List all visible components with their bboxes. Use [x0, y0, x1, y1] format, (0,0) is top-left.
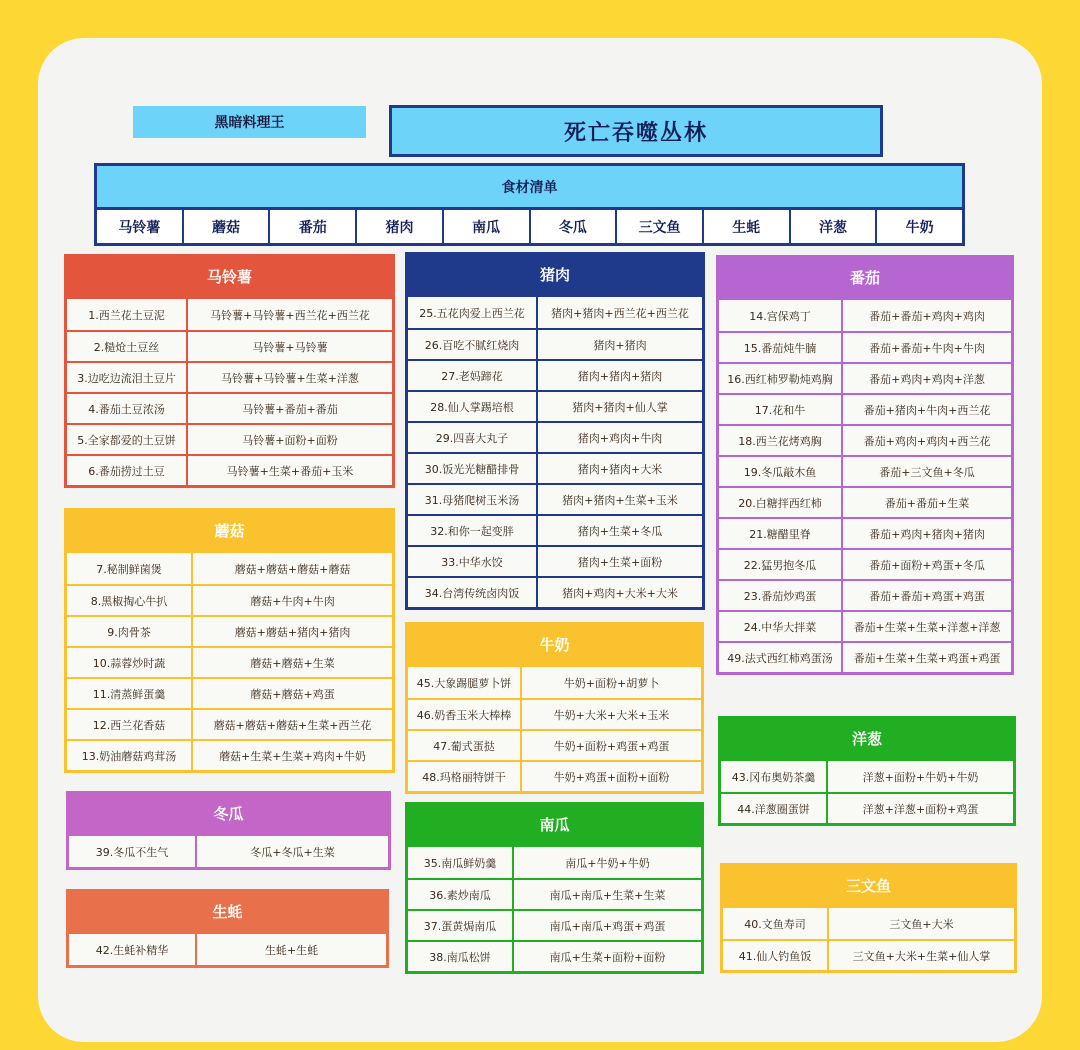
recipe-ingredients: 三文鱼+大米 [889, 917, 954, 931]
recipe-table [408, 297, 702, 607]
ingredient-item: 猪肉 [357, 210, 444, 243]
recipe-ingredients: 洋葱+洋葱+面粉+鸡蛋 [862, 802, 979, 816]
recipe-row [408, 421, 702, 452]
recipe-row [408, 452, 702, 483]
recipe-row [69, 934, 386, 965]
section-wintermelon [66, 791, 391, 870]
recipe-name: 46.奶香玉米大棒棒 [408, 700, 522, 729]
recipe-name: 30.饭光光糖醋排骨 [408, 454, 538, 483]
recipe-table [723, 908, 1014, 970]
recipe-name: 22.猛男抱冬瓜 [719, 550, 843, 579]
recipe-table [67, 553, 392, 770]
ingredient-row [97, 210, 962, 243]
recipe-ingredients: 番茄+三文鱼+冬瓜 [879, 465, 975, 479]
recipe-name: 15.番茄炖牛腩 [719, 333, 843, 362]
recipe-ingredients: 猪肉+猪肉+猪肉 [577, 369, 663, 383]
recipe-row [67, 615, 392, 646]
recipe-ingredients: 三文鱼+大米+生菜+仙人掌 [852, 949, 991, 963]
recipe-ingredients: 牛奶+面粉+鸡蛋+鸡蛋 [553, 739, 670, 753]
recipe-ingredients: 番茄+番茄+鸡肉+鸡肉 [869, 309, 985, 323]
recipe-row [67, 392, 392, 423]
recipe-row [67, 646, 392, 677]
recipe-name: 13.奶油蘑菇鸡茸汤 [67, 741, 193, 770]
recipe-row [69, 836, 388, 867]
recipe-ingredients: 番茄+番茄+鸡蛋+鸡蛋 [869, 589, 985, 603]
recipe-row [67, 553, 392, 584]
recipe-row [723, 939, 1014, 970]
recipe-row [408, 390, 702, 421]
section-salmon [720, 863, 1017, 973]
ingredient-item: 三文鱼 [617, 210, 704, 243]
recipe-row [408, 545, 702, 576]
recipe-name: 23.番茄炒鸡蛋 [719, 581, 843, 610]
section-pork [405, 252, 705, 610]
ingredient-item: 洋葱 [791, 210, 878, 243]
recipe-name: 26.百吃不腻红烧肉 [408, 330, 538, 359]
recipe-ingredients: 生蚝+生蚝 [264, 943, 319, 957]
recipe-name: 16.西红柿罗勒炖鸡胸 [719, 364, 843, 393]
ingredient-item: 生蚝 [704, 210, 791, 243]
recipe-name: 14.宫保鸡丁 [719, 300, 843, 331]
recipe-name: 35.南瓜鲜奶羹 [408, 847, 514, 878]
recipe-row [408, 760, 701, 791]
recipe-row [408, 698, 701, 729]
recipe-ingredients: 番茄+鸡肉+鸡肉+西兰花 [863, 434, 991, 448]
recipe-row [719, 331, 1011, 362]
recipe-name: 25.五花肉爱上西兰花 [408, 297, 538, 328]
recipe-ingredients: 番茄+生菜+生菜+洋葱+洋葱 [853, 620, 1001, 634]
recipe-ingredients: 蘑菇+蘑菇+猪肉+猪肉 [234, 625, 351, 639]
recipe-name: 8.黑椒掏心牛扒 [67, 586, 193, 615]
recipe-row [67, 677, 392, 708]
recipe-name: 36.素炒南瓜 [408, 880, 514, 909]
recipe-ingredients: 猪肉+猪肉+西兰花+西兰花 [551, 306, 689, 320]
recipe-row [719, 579, 1011, 610]
recipe-ingredients: 猪肉+猪肉+生菜+玉米 [562, 493, 678, 507]
recipe-ingredients: 猪肉+生菜+面粉 [577, 555, 663, 569]
ingredient-list [94, 163, 965, 246]
recipe-row [719, 517, 1011, 548]
recipe-ingredients: 蘑菇+蘑菇+蘑菇+生菜+西兰花 [213, 718, 372, 732]
recipe-name: 20.白糖拌西红柿 [719, 488, 843, 517]
recipe-row [408, 483, 702, 514]
recipe-name: 33.中华水饺 [408, 547, 538, 576]
recipe-row [67, 454, 392, 485]
recipe-row [408, 940, 701, 971]
recipe-row [67, 584, 392, 615]
recipe-row [67, 330, 392, 361]
recipe-name: 4.番茄土豆浓汤 [67, 394, 188, 423]
recipe-name: 6.番茄捞过土豆 [67, 456, 188, 485]
recipe-row [719, 393, 1011, 424]
recipe-table [67, 299, 392, 485]
recipe-name: 1.西兰花土豆泥 [67, 299, 188, 330]
recipe-name: 44.洋葱圈蛋饼 [721, 794, 828, 823]
ingredient-item: 马铃薯 [97, 210, 184, 243]
recipe-name: 43.冈布奥奶茶羹 [721, 761, 828, 792]
recipe-ingredients: 番茄+番茄+牛肉+牛肉 [869, 341, 985, 355]
recipe-ingredients: 马铃薯+马铃薯+西兰花+西兰花 [210, 308, 370, 322]
section-title: 牛奶 [408, 625, 701, 667]
recipe-ingredients: 蘑菇+蘑菇+生菜 [250, 656, 335, 670]
recipe-ingredients: 番茄+鸡肉+猪肉+猪肉 [869, 527, 985, 541]
recipe-row [67, 708, 392, 739]
recipe-row [408, 909, 701, 940]
ingredient-item: 番茄 [270, 210, 357, 243]
recipe-table [408, 847, 701, 971]
section-potato [64, 254, 395, 488]
recipe-name: 49.法式西红柿鸡蛋汤 [719, 643, 843, 672]
recipe-row [408, 667, 701, 698]
section-onion [718, 716, 1016, 826]
section-title: 生蚝 [69, 892, 386, 934]
recipe-row [719, 486, 1011, 517]
recipe-name: 28.仙人掌踢培根 [408, 392, 538, 421]
recipe-ingredients: 番茄+面粉+鸡蛋+冬瓜 [869, 558, 985, 572]
recipe-row [408, 878, 701, 909]
section-title: 冬瓜 [69, 794, 388, 836]
recipe-table [408, 667, 701, 791]
recipe-name: 37.蛋黄焗南瓜 [408, 911, 514, 940]
recipe-name: 32.和你一起变胖 [408, 516, 538, 545]
recipe-ingredients: 猪肉+鸡肉+牛肉 [577, 431, 663, 445]
recipe-ingredients: 牛奶+鸡蛋+面粉+面粉 [553, 770, 670, 784]
recipe-name: 3.边吃边流泪土豆片 [67, 363, 188, 392]
recipe-table [69, 836, 388, 867]
recipe-ingredients: 南瓜+南瓜+生菜+生菜 [549, 888, 666, 902]
recipe-ingredients: 猪肉+猪肉 [593, 338, 647, 352]
category-tag: 黑暗料理王 [133, 106, 366, 138]
section-title: 南瓜 [408, 805, 701, 847]
recipe-name: 9.肉骨茶 [67, 617, 193, 646]
recipe-row [408, 328, 702, 359]
recipe-ingredients: 马铃薯+生菜+番茄+玉米 [226, 464, 354, 478]
recipe-ingredients: 马铃薯+番茄+番茄 [242, 402, 338, 416]
recipe-row [719, 424, 1011, 455]
section-title: 猪肉 [408, 255, 702, 297]
ingredient-item: 冬瓜 [531, 210, 618, 243]
recipe-name: 47.葡式蛋挞 [408, 731, 522, 760]
recipe-row [67, 423, 392, 454]
recipe-name: 48.玛格丽特饼干 [408, 762, 522, 791]
recipe-name: 17.花和牛 [719, 395, 843, 424]
recipe-ingredients: 蘑菇+蘑菇+蘑菇+蘑菇 [234, 562, 351, 576]
recipe-name: 21.糖醋里脊 [719, 519, 843, 548]
recipe-ingredients: 马铃薯+马铃薯+生菜+洋葱 [221, 371, 359, 385]
ingredient-item: 南瓜 [444, 210, 531, 243]
recipe-row [721, 792, 1013, 823]
section-tomato [716, 255, 1014, 675]
recipe-row [408, 514, 702, 545]
recipe-ingredients: 南瓜+生菜+面粉+面粉 [549, 950, 666, 964]
recipe-name: 10.蒜蓉炒时蔬 [67, 648, 193, 677]
ingredient-item: 牛奶 [905, 219, 934, 236]
recipe-row [408, 297, 702, 328]
section-title: 蘑菇 [67, 511, 392, 553]
recipe-row [723, 908, 1014, 939]
ingredient-list-title: 食材清单 [97, 166, 962, 210]
section-title: 三文鱼 [723, 866, 1014, 908]
recipe-ingredients: 蘑菇+生菜+生菜+鸡肉+牛奶 [219, 749, 366, 763]
recipe-row [408, 847, 701, 878]
recipe-table [721, 761, 1013, 823]
ingredient-item: 蘑菇 [184, 210, 271, 243]
recipe-name: 19.冬瓜敲木鱼 [719, 457, 843, 486]
recipe-name: 42.生蚝补精华 [69, 934, 197, 965]
recipe-ingredients: 猪肉+鸡肉+大米+大米 [562, 586, 678, 600]
recipe-table [719, 300, 1011, 672]
recipe-name: 34.台湾传统卤肉饭 [408, 578, 538, 607]
recipe-ingredients: 马铃薯+马铃薯 [252, 340, 328, 354]
recipe-name: 11.清蒸鲜蛋羹 [67, 679, 193, 708]
recipe-row [67, 739, 392, 770]
recipe-row [719, 641, 1011, 672]
recipe-name: 18.西兰花烤鸡胸 [719, 426, 843, 455]
recipe-row [719, 362, 1011, 393]
section-mushroom [64, 508, 395, 773]
recipe-ingredients: 猪肉+猪肉+大米 [577, 462, 663, 476]
recipe-row [408, 576, 702, 607]
recipe-name: 29.四喜大丸子 [408, 423, 538, 452]
section-oyster [66, 889, 389, 968]
recipe-ingredients: 番茄+鸡肉+鸡肉+洋葱 [869, 372, 985, 386]
recipe-ingredients: 洋葱+面粉+牛奶+牛奶 [862, 770, 979, 784]
recipe-ingredients: 猪肉+猪肉+仙人掌 [572, 400, 668, 414]
section-title: 马铃薯 [67, 257, 392, 299]
recipe-name: 27.老妈蹄花 [408, 361, 538, 390]
recipe-name: 45.大象踢腿萝卜饼 [408, 667, 522, 698]
recipe-name: 24.中华大拌菜 [719, 612, 843, 641]
recipe-ingredients: 南瓜+牛奶+牛奶 [565, 856, 650, 870]
recipe-table [69, 934, 386, 965]
recipe-row [408, 729, 701, 760]
recipe-name: 7.秘制鲜菌煲 [67, 553, 193, 584]
recipe-ingredients: 牛奶+面粉+胡萝卜 [563, 676, 660, 690]
recipe-name: 39.冬瓜不生气 [69, 836, 197, 867]
recipe-row [408, 359, 702, 390]
recipe-ingredients: 蘑菇+牛肉+牛肉 [250, 594, 335, 608]
recipe-name: 12.西兰花香菇 [67, 710, 193, 739]
recipe-name: 5.全家都爱的土豆饼 [67, 425, 188, 454]
section-pumpkin [405, 802, 704, 974]
recipe-ingredients: 牛奶+大米+大米+玉米 [553, 708, 670, 722]
recipe-row [719, 610, 1011, 641]
section-milk [405, 622, 704, 794]
section-title: 番茄 [719, 258, 1011, 300]
recipe-row [719, 548, 1011, 579]
recipe-ingredients: 蘑菇+蘑菇+鸡蛋 [250, 687, 335, 701]
recipe-ingredients: 番茄+猪肉+牛肉+西兰花 [863, 403, 991, 417]
recipe-row [721, 761, 1013, 792]
recipe-ingredients: 南瓜+南瓜+鸡蛋+鸡蛋 [549, 919, 666, 933]
recipe-name: 2.糙炝土豆丝 [67, 332, 188, 361]
recipe-name: 41.仙人钓鱼饭 [723, 941, 829, 970]
recipe-ingredients: 马铃薯+面粉+面粉 [242, 433, 338, 447]
recipe-ingredients: 冬瓜+冬瓜+生菜 [250, 845, 335, 859]
recipe-ingredients: 猪肉+生菜+冬瓜 [577, 524, 663, 538]
recipe-row [67, 361, 392, 392]
section-title: 洋葱 [721, 719, 1013, 761]
recipe-row [67, 299, 392, 330]
recipe-name: 40.文鱼寿司 [723, 908, 829, 939]
recipe-row [719, 300, 1011, 331]
recipe-row [719, 455, 1011, 486]
recipe-ingredients: 番茄+番茄+生菜 [884, 496, 970, 510]
recipe-ingredients: 番茄+生菜+生菜+鸡蛋+鸡蛋 [853, 651, 1001, 665]
recipe-name: 38.南瓜松饼 [408, 942, 514, 971]
page-title: 死亡吞噬丛林 [389, 105, 883, 157]
recipe-name: 31.母猪爬树玉米汤 [408, 485, 538, 514]
